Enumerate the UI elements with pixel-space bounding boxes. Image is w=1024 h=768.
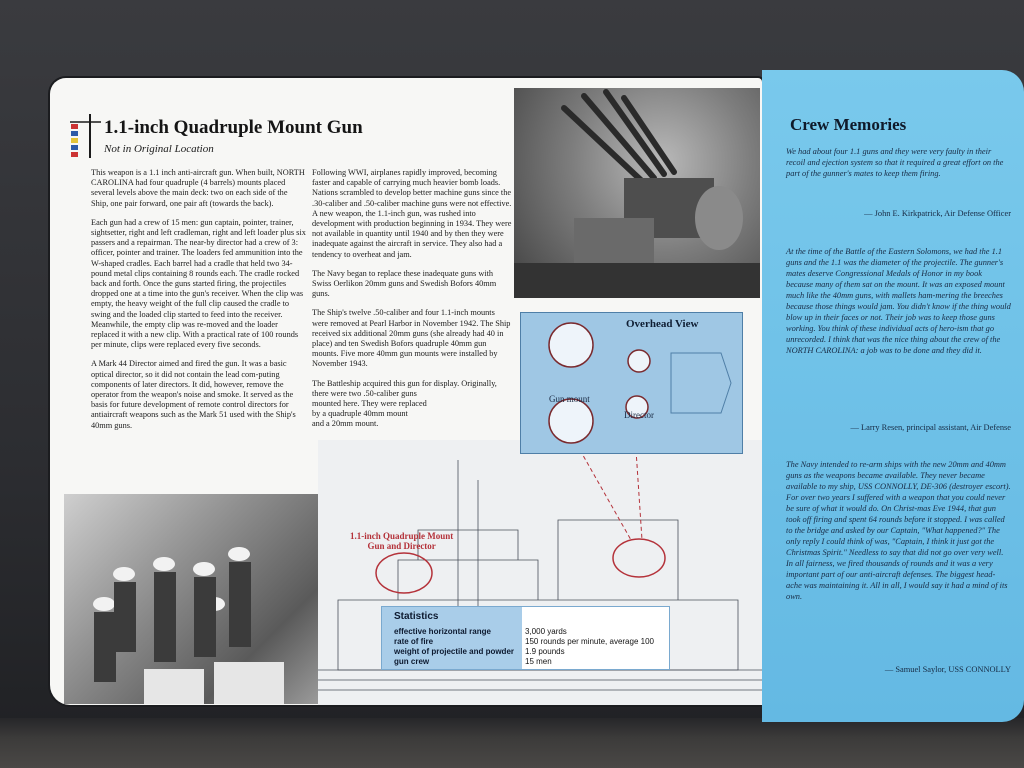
gun-director-callout: 1.1-inch Quadruple Mount Gun and Director <box>350 531 454 551</box>
stat-value: 150 rounds per minute, average 100 <box>525 637 654 646</box>
quote-attribution: — John E. Kirkpatrick, Air Defense Officer <box>864 209 1011 218</box>
overhead-view-title: Overhead View <box>626 318 699 330</box>
signal-flags-icon <box>68 112 102 160</box>
statistics-title: Statistics <box>394 611 439 622</box>
paragraph: The Battleship acquired this gun for display. Originally, there were two .50-caliber guns mounted here. They were replaced by a quadruple 40mm mount and a 20mm mount. <box>312 378 497 429</box>
gun-mount-label: Gun mount <box>549 394 590 404</box>
crew-quote: At the time of the Battle of the Eastern Solomons, we had the 1.1 guns and the 1.1 was the diameter of the projectile. The gunner's mates deserve Congressional Medals of Honor in my book because many of them sat on the mount. It was an exposed mount much like the 40mm guns, with mallets ham-mering the breeches because those things would jam. You didn't know if the thing would blow up in their faces or not. Their job was to keep those guns working. You think of these individual acts of hero-ism that go unrecorded. I think that was the nice thing about the crew of the NORTH CAROLINA: a job was to be done and they did it. <box>786 247 1011 355</box>
overhead-view-diagram <box>520 312 743 454</box>
text-column-left <box>91 168 306 440</box>
stat-label: weight of projectile and powder <box>394 647 515 656</box>
overhead-drawing <box>521 313 742 453</box>
paragraph: A Mark 44 Director aimed and fired the gun. It was a basic optical director, so it did not contain the lead com-puting components of later directors. It did, however, remove the operator from the weapon's noise and smoke. It served as the basis for future development of remote control directors for antiaircraft weapons such as the Mark 51 used with the Ship's 40mm guns. <box>91 359 296 430</box>
quote-attribution: — Samuel Saylor, USS CONNOLLY <box>884 665 1011 674</box>
stat-label: rate of fire <box>394 637 434 646</box>
crew-photo <box>64 494 319 704</box>
page-subtitle: Not in Original Location <box>104 143 214 155</box>
paragraph: Following WWI, airplanes rapidly improved, becoming faster and capable of carrying much heavier bomb loads. Nations scrambled to develop better machine guns since the .30-caliber and .50-caliber machine guns were not effective. A new weapon, the 1.1-inch gun, was rushed into development with production beginning in 1934. They were not available in quantity until 1940 and by then they were inadequate against the aircraft in service. They also had a tendency to overheat and jam. <box>312 168 512 259</box>
paragraph: Each gun had a crew of 15 men: gun captain, pointer, trainer, sightsetter, right and left cradleman, right and left loader plus six passers and a repairman. The near-by director had a crew of 3: officer, pointer and trainer. The loaders fed ammunition into the W-shaped cradles. Each barrel had a cradle that held two 34-pound metal clips containing 8 rounds each. The cradle rocked back and forth. Once the guns started firing, the projectiles dropped one at a time into the gun's receiver. When the clip was empty, the heavy weight of the full clip caused the cradle to swing and the loaded clip started to feed into the receiver. Meanwhile, the empty clip was re-moved and the loader replaced it with a new clip. With a practical rate of 100 rounds per minute, clips were replaced every five seconds. <box>91 217 306 350</box>
stat-value: 15 men <box>525 657 552 666</box>
paragraph: This weapon is a 1.1 inch anti-aircraft gun. When built, NORTH CAROLINA had four quadruple (4 barrels) mounts placed several levels above the main deck: two on each side of the Ship, one pair forward, one pair aft (towards the back). <box>91 168 305 208</box>
paragraph: The Navy began to replace these inadequate guns with Swiss Oerlikon 20mm guns and Swedish Bofors 40mm guns. <box>312 268 497 299</box>
crew-quote: The Navy intended to re-arm ships with the new 20mm and 40mm guns as the weapons became available. They never became available to my ship, USS CONNOLLY, DE-306 (destroyer escort). For over two years I suffered with a weapon that you could never be sure of what it would do. On Christ-mas Eve 1944, that gun took off firing and spent 64 rounds before it stopped. I was called to the bridge and asked by our Captain, "What happened?" The only reply I could think of was, "Captain, I think it just got the Christmas Spirit." Needless to say that did not go over very well. In all fairness, we fired thousands of rounds and it was a very important part of our anti-aircraft defenses. The biggest head-ache was maintaining it. All in all, I would say it had a mind of its own. <box>786 460 1011 601</box>
stat-label: gun crew <box>394 657 430 666</box>
wall-background <box>0 718 1024 768</box>
stat-value: 1.9 pounds <box>525 647 565 656</box>
text-column-middle <box>312 168 512 439</box>
crew-memories-title: Crew Memories <box>790 115 907 134</box>
crew-quote: We had about four 1.1 guns and they were very faulty in their recoil and ejection system so that it required a great effort on the part of the gunner's mates to keep them firing. <box>786 147 1004 178</box>
gun-mount-photo <box>514 88 760 298</box>
quote-attribution: — Larry Resen, principal assistant, Air Defense <box>850 423 1011 432</box>
stat-label: effective horizontal range <box>394 627 491 636</box>
paragraph: The Ship's twelve .50-caliber and four 1.1-inch mounts were removed at Pearl Harbor in November 1942. The Ship received six additional 20mm guns (she already had 40 in place) and ten Swedish Bofors quadruple 40mm gun mounts. Five more 40mm gun mounts were installed by November 1943. <box>312 308 511 369</box>
stat-value: 3,000 yards <box>525 627 567 636</box>
statistics-box <box>381 606 670 670</box>
director-label: Director <box>624 410 654 420</box>
page-title: 1.1-inch Quadruple Mount Gun <box>104 117 363 138</box>
